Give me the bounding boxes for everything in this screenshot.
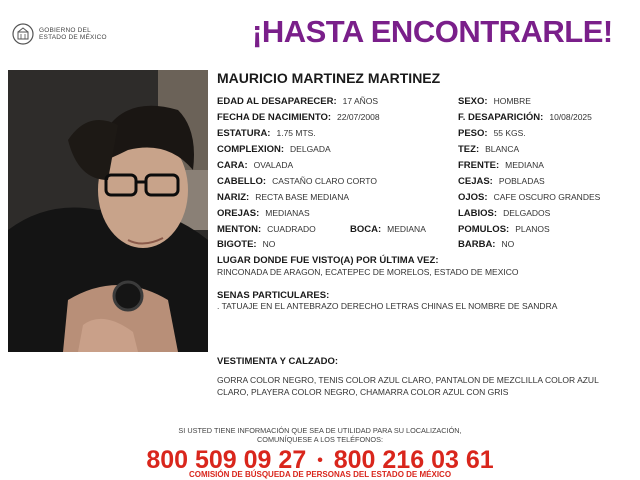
clothing-text: GORRA COLOR NEGRO, TENIS COLOR AZUL CLARO, PANTALON DE MEZCLILLA COLOR AZUL CLARO, PLAYERA COLOR NEGRO, CHAMARRA COLOR AZUL CON GRIS xyxy=(217,375,599,397)
field-cabello: CABELLO: CASTAÑO CLARO CORTO xyxy=(217,176,377,187)
field-cara: CARA: OVALADA xyxy=(217,160,294,171)
field-nacimiento: FECHA DE NACIMIENTO: 22/07/2008 xyxy=(217,112,380,123)
field-ojos: OJOS: CAFE OSCURO GRANDES xyxy=(458,192,601,203)
headline: ¡HASTA ENCONTRARLE! xyxy=(252,14,613,49)
field-labios: LABIOS: DELGADOS xyxy=(458,208,551,219)
field-nariz: NARIZ: RECTA BASE MEDIANA xyxy=(217,192,350,203)
field-peso: PESO: 55 KGS. xyxy=(458,128,526,139)
government-logo xyxy=(12,22,116,46)
field-menton: MENTON: CUADRADO xyxy=(217,224,316,235)
phone-number-1[interactable]: 800 509 09 27 xyxy=(146,446,307,474)
state-seal-icon xyxy=(12,23,34,45)
last-seen-location: RINCONADA DE ARAGON, ECATEPEC DE MORELOS, ESTADO DE MEXICO xyxy=(217,267,519,277)
person-photo-illustration xyxy=(8,70,208,352)
field-boca: BOCA: MEDIANA xyxy=(350,224,426,235)
field-bigote: BIGOTE: NO xyxy=(217,239,276,250)
commission-name: COMISIÓN DE BÚSQUEDA DE PERSONAS DEL ESTADO DE MÉXICO xyxy=(188,470,452,479)
field-edad: EDAD AL DESAPARECER: 17 AÑOS xyxy=(217,96,379,107)
phone-number-2[interactable]: 800 216 03 61 xyxy=(333,446,494,474)
field-pomulos: POMULOS: PLANOS xyxy=(458,224,550,235)
person-name: MAURICIO MARTINEZ MARTINEZ xyxy=(217,70,441,86)
particular-marks-label: SENAS PARTICULARES: xyxy=(217,290,330,301)
field-complexion: COMPLEXION: DELGADA xyxy=(217,144,331,155)
field-tez: TEZ: BLANCA xyxy=(458,144,520,155)
field-barba: BARBA: NO xyxy=(458,239,515,250)
contact-note: SI USTED TIENE INFORMACIÓN QUE SEA DE UTILIDAD PARA SU LOCALIZACIÓN, COMUNÍQUESE A LOS TELÉFONOS: xyxy=(178,426,462,444)
missing-person-photo xyxy=(8,70,208,352)
field-cejas: CEJAS: POBLADAS xyxy=(458,176,545,187)
last-seen-label: LUGAR DONDE FUE VISTO(A) POR ÚLTIMA VEZ: xyxy=(217,255,439,266)
field-desaparicion: F. DESAPARICIÓN: 10/08/2025 xyxy=(458,112,592,123)
phone-separator: • xyxy=(317,452,323,469)
field-estatura: ESTATURA: 1.75 MTS. xyxy=(217,128,316,139)
field-orejas: OREJAS: MEDIANAS xyxy=(217,208,310,219)
field-sexo: SEXO: HOMBRE xyxy=(458,96,531,107)
field-frente: FRENTE: MEDIANA xyxy=(458,160,544,171)
government-name: GOBIERNO DEL ESTADO DE MÉXICO xyxy=(39,26,107,41)
particular-marks-text: . TATUAJE EN EL ANTEBRAZO DERECHO LETRAS CHINAS EL NOMBRE DE SANDRA xyxy=(217,301,558,311)
clothing-label: VESTIMENTA Y CALZADO: xyxy=(217,356,339,367)
